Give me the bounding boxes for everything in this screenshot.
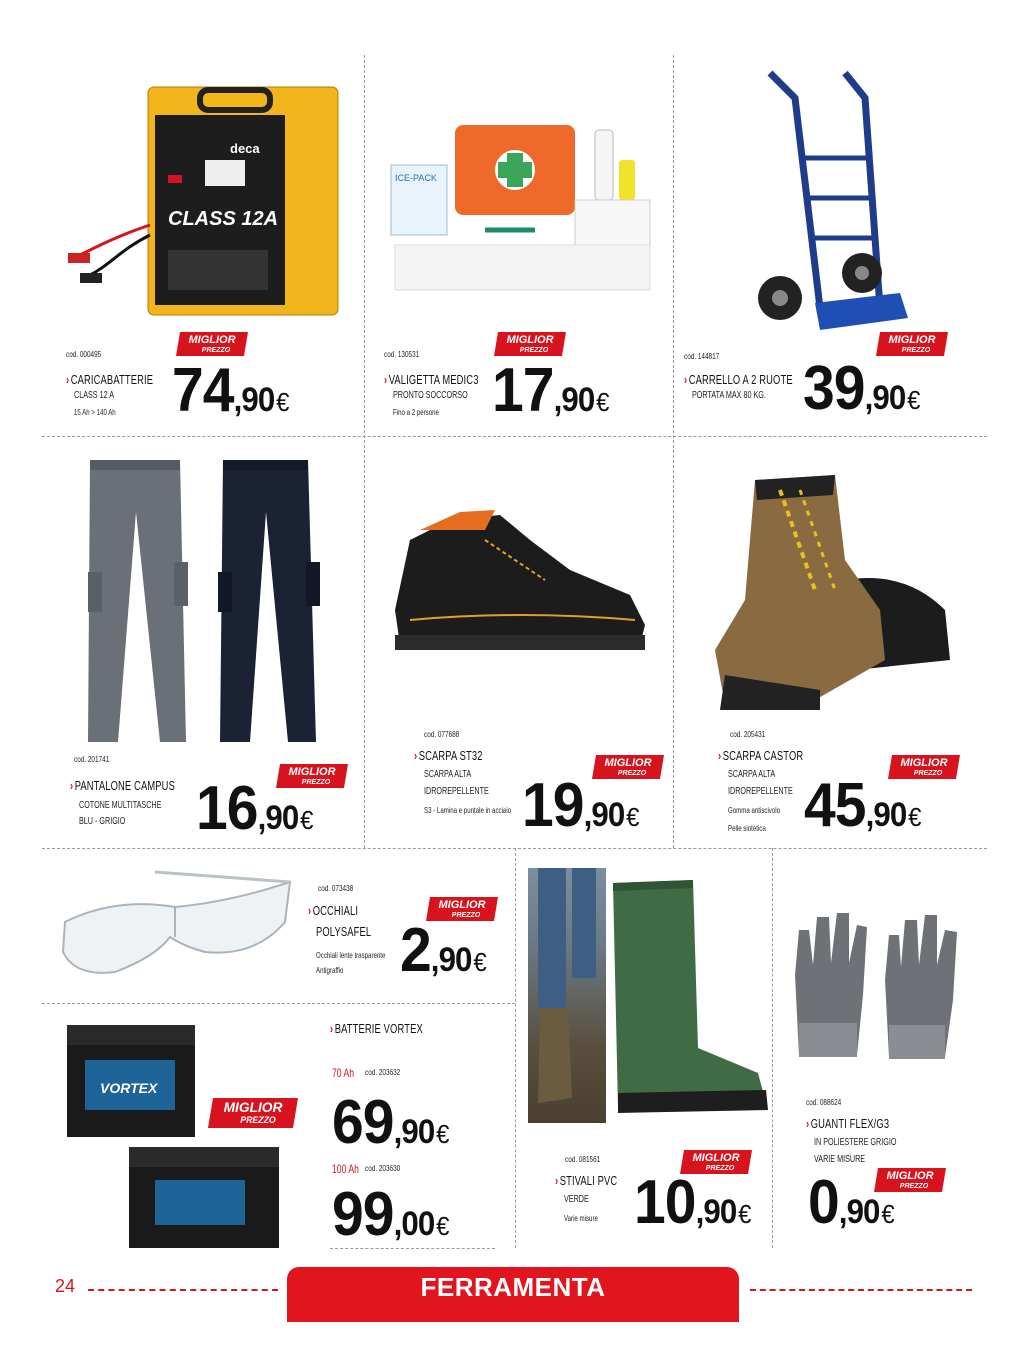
charger-model-label: CLASS 12A — [168, 208, 279, 230]
footer-divider — [750, 1289, 972, 1291]
battery-capacity: 70 Ah — [332, 1066, 355, 1080]
work-boot-image — [705, 460, 955, 720]
price: 45,90€ — [804, 771, 921, 840]
kit-label: ICE-PACK — [395, 173, 437, 183]
svg-text:PREZZO: PREZZO — [617, 770, 647, 777]
svg-text:MIGLIOR: MIGLIOR — [692, 1152, 740, 1164]
price: 19,90€ — [522, 771, 639, 840]
svg-text:MIGLIOR: MIGLIOR — [223, 1099, 283, 1115]
arrow-icon: › — [308, 903, 312, 918]
arrow-icon: › — [414, 748, 418, 763]
safety-shoe-image — [390, 500, 660, 660]
product-name: ›PANTALONE CAMPUS — [70, 778, 175, 793]
miglior-prezzo-badge — [208, 1098, 298, 1128]
product-code: cod. 000495 — [66, 350, 102, 359]
divider — [42, 436, 987, 437]
svg-text:MIGLIOR: MIGLIOR — [900, 757, 948, 769]
product-code: cod. 081561 — [565, 1155, 601, 1164]
first-aid-kit-image — [385, 115, 665, 295]
product-note: Antigraffio — [316, 965, 344, 975]
svg-text:MIGLIOR: MIGLIOR — [604, 757, 652, 769]
green-boot-image — [608, 878, 773, 1118]
svg-text:PREZZO: PREZZO — [301, 779, 331, 786]
product-code: cod. 144817 — [684, 352, 720, 361]
miglior-prezzo-badge — [494, 332, 566, 356]
charger-brand: deca — [230, 141, 260, 156]
product-name: ›VALIGETTA MEDIC3 — [384, 372, 479, 387]
svg-text:PREZZO: PREZZO — [899, 1183, 929, 1190]
battery-label: VORTEX — [100, 1080, 158, 1096]
battery-capacity: 100 Ah — [332, 1162, 359, 1176]
product-name: ›BATTERIE VORTEX — [330, 1021, 423, 1036]
divider — [673, 55, 674, 848]
product-code: cod. 073438 — [318, 884, 354, 893]
product-desc: COTONE MULTITASCHE — [79, 800, 162, 811]
price: 99,00€ — [332, 1180, 449, 1249]
page-number: 24 — [55, 1276, 76, 1296]
divider — [515, 848, 516, 1248]
svg-text:PREZZO: PREZZO — [240, 1115, 276, 1125]
hand-truck-image — [740, 68, 910, 338]
product-desc: IDROREPELLENTE — [728, 786, 793, 797]
svg-text:MIGLIOR: MIGLIOR — [886, 1170, 934, 1182]
product-desc: CLASS 12 A — [74, 390, 115, 401]
svg-text:PREZZO: PREZZO — [519, 347, 549, 354]
arrow-icon: › — [555, 1173, 559, 1188]
product-name: ›OCCHIALI — [308, 903, 359, 918]
price: 17,90€ — [492, 356, 609, 425]
product-note: Fino a 2 persone — [393, 407, 439, 417]
product-code: cod. 088624 — [806, 1098, 842, 1107]
product-code: cod. 201741 — [74, 755, 110, 764]
svg-text:PREZZO: PREZZO — [705, 1165, 735, 1172]
car-battery-image — [65, 1015, 285, 1250]
divider — [42, 1003, 515, 1004]
product-desc: IDROREPELLENTE — [424, 786, 489, 797]
miglior-prezzo-badge — [426, 897, 498, 921]
svg-text:MIGLIOR: MIGLIOR — [438, 899, 486, 911]
product-desc: PRONTO SOCCORSO — [393, 390, 468, 401]
product-name: POLYSAFEL — [316, 924, 372, 939]
product-name: ›SCARPA ST32 — [414, 748, 483, 763]
arrow-icon: › — [330, 1021, 334, 1036]
product-code: cod. 203630 — [365, 1164, 401, 1173]
product-note: Pelle sintetica — [728, 823, 766, 833]
svg-text:PREZZO: PREZZO — [201, 347, 231, 354]
footer-divider — [88, 1289, 278, 1291]
product-name: ›CARICABATTERIE — [66, 372, 154, 387]
arrow-icon: › — [384, 372, 388, 387]
product-note: Gomma antiscivolo — [728, 805, 781, 815]
product-desc: IN POLIESTERE GRIGIO — [814, 1137, 897, 1148]
trousers-image — [78, 452, 328, 747]
product-desc: PORTATA MAX 80 KG. — [692, 390, 766, 401]
rubber-boots-photo — [528, 868, 606, 1123]
price: 74,90€ — [172, 356, 289, 425]
svg-text:PREZZO: PREZZO — [901, 347, 931, 354]
arrow-icon: › — [684, 372, 688, 387]
svg-text:MIGLIOR: MIGLIOR — [506, 334, 554, 346]
price: 2,90€ — [400, 916, 486, 985]
product-note: S3 - Lamina e puntale in acciaio — [424, 805, 512, 815]
price: 10,90€ — [634, 1168, 751, 1237]
product-note: Occhiali lente trasparente — [316, 950, 386, 960]
svg-text:PREZZO: PREZZO — [451, 912, 481, 919]
arrow-icon: › — [718, 748, 722, 763]
product-name: ›SCARPA CASTOR — [718, 748, 804, 763]
product-desc: SCARPA ALTA — [728, 769, 776, 780]
arrow-icon: › — [806, 1116, 810, 1131]
charger-image — [60, 75, 350, 325]
svg-text:MIGLIOR: MIGLIOR — [288, 766, 336, 778]
arrow-icon: › — [66, 372, 70, 387]
section-title: FERRAMENTA — [287, 1267, 739, 1322]
price: 16,90€ — [196, 774, 313, 843]
product-code: cod. 130531 — [384, 350, 420, 359]
price: 69,90€ — [332, 1088, 449, 1157]
work-gloves-image — [785, 905, 980, 1065]
product-desc: SCARPA ALTA — [424, 769, 472, 780]
product-code: cod. 203632 — [365, 1068, 401, 1077]
product-desc: BLU - GRIGIO — [79, 816, 126, 827]
svg-text:MIGLIOR: MIGLIOR — [188, 334, 236, 346]
product-desc: VERDE — [564, 1194, 589, 1205]
divider — [364, 55, 365, 848]
product-name: ›CARRELLO A 2 RUOTE — [684, 372, 793, 387]
miglior-prezzo-badge — [876, 332, 948, 356]
product-name: ›STIVALI PVC — [555, 1173, 618, 1188]
safety-glasses-image — [55, 862, 300, 992]
price: 0,90€ — [808, 1168, 894, 1237]
product-code: cod. 205431 — [730, 730, 766, 739]
product-desc: VARIE MISURE — [814, 1154, 866, 1165]
product-code: cod. 077688 — [424, 730, 460, 739]
product-note: 15 Ah > 140 Ah — [74, 407, 116, 417]
svg-text:MIGLIOR: MIGLIOR — [888, 334, 936, 346]
product-name: ›GUANTI FLEX/G3 — [806, 1116, 890, 1131]
miglior-prezzo-badge — [176, 332, 248, 356]
arrow-icon: › — [70, 778, 74, 793]
product-note: Varie misure — [564, 1213, 598, 1223]
price: 39,90€ — [803, 354, 920, 423]
svg-text:PREZZO: PREZZO — [913, 770, 943, 777]
